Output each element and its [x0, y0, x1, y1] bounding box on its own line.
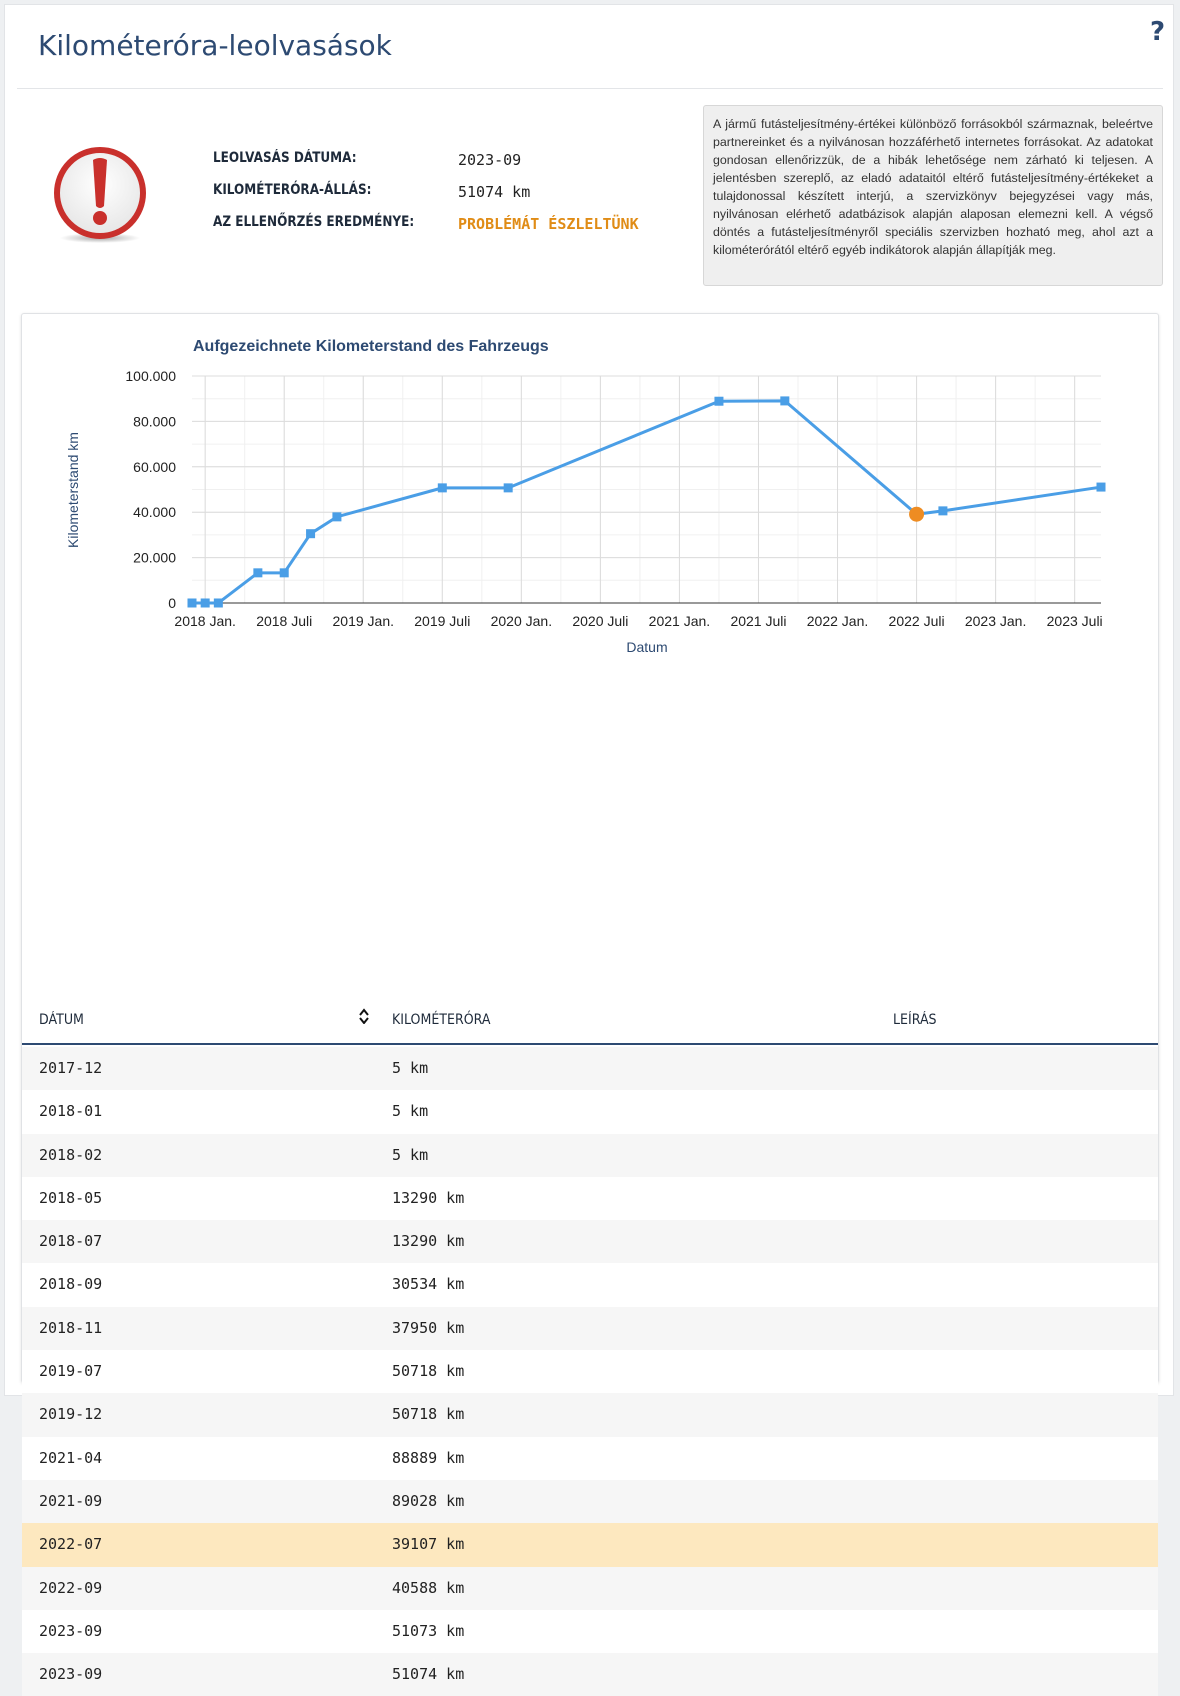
date-cell: 2023-09	[39, 1665, 103, 1684]
y-tick-label: 20.000	[133, 549, 176, 566]
odometer-cell: 13290 km	[392, 1232, 465, 1251]
date-cell: 2018-05	[39, 1188, 103, 1207]
table-row	[22, 1567, 1158, 1610]
odometer-cell: 5 km	[392, 1145, 429, 1164]
x-tick-label: 2018 Juli	[256, 613, 313, 629]
table-row	[22, 1177, 1158, 1220]
summary-label: AZ ELLENŐRZÉS EREDMÉNYE:	[213, 214, 415, 230]
column-header-description: LEÍRÁS	[893, 1012, 937, 1028]
date-cell: 2018-11	[39, 1318, 103, 1337]
date-cell: 2018-02	[39, 1145, 103, 1164]
table-row	[22, 1610, 1158, 1653]
y-tick-label: 80.000	[133, 413, 176, 430]
date-cell: 2021-04	[39, 1448, 103, 1467]
table-row	[22, 1653, 1158, 1696]
table-row	[22, 1263, 1158, 1306]
date-cell: 2017-12	[39, 1059, 103, 1077]
x-tick-label: 2018 Jan.	[174, 613, 236, 629]
column-header-date[interactable]: DÁTUM	[39, 1012, 84, 1028]
table-row	[22, 1350, 1158, 1393]
check-result-value: PROBLÉMÁT ÉSZLELTÜNK	[458, 215, 639, 233]
data-point	[438, 483, 447, 492]
x-tick-label: 2023 Juli	[1046, 613, 1103, 629]
summary-label: KILOMÉTERÓRA-ÁLLÁS:	[213, 182, 372, 198]
x-tick-label: 2022 Jan.	[806, 613, 869, 629]
y-axis-title: Kilometerstand km	[65, 432, 81, 548]
x-tick-label: 2019 Juli	[414, 613, 471, 629]
x-tick-label: 2023 Jan.	[964, 613, 1027, 629]
header-divider	[17, 88, 1163, 89]
date-cell: 2018-01	[39, 1102, 103, 1121]
x-tick-label: 2019 Jan.	[332, 613, 395, 629]
data-point	[306, 529, 315, 538]
summary-label: LEOLVASÁS DÁTUMA:	[213, 150, 357, 166]
date-cell: 2022-09	[39, 1578, 103, 1597]
data-point	[780, 396, 789, 405]
table-row	[22, 1437, 1158, 1480]
date-cell: 2018-09	[39, 1275, 103, 1294]
data-point	[332, 512, 341, 521]
x-axis-title: Datum	[626, 639, 668, 655]
odometer-cell: 5 km	[392, 1102, 429, 1121]
data-point	[201, 598, 210, 607]
date-cell: 2021-09	[39, 1491, 103, 1510]
odometer-chart	[22, 314, 1158, 674]
odometer-cell: 40588 km	[392, 1578, 465, 1597]
series-line	[192, 401, 1101, 603]
odometer-cell: 37950 km	[392, 1318, 465, 1337]
page-title: Kilométeróra-leolvasások	[38, 29, 392, 62]
table-row	[22, 1090, 1158, 1133]
odometer-cell: 13290 km	[392, 1188, 465, 1207]
date-cell: 2019-12	[39, 1405, 103, 1424]
y-tick-label: 100.000	[125, 368, 176, 384]
table-body	[22, 1047, 1158, 1696]
odometer-cell: 51073 km	[392, 1621, 465, 1640]
table-row	[22, 1220, 1158, 1263]
data-point	[714, 397, 723, 406]
odometer-cell: 88889 km	[392, 1448, 465, 1467]
table-row	[22, 1134, 1158, 1177]
data-point	[214, 598, 223, 607]
x-tick-label: 2022 Juli	[888, 613, 945, 629]
table-row	[22, 1480, 1158, 1523]
data-point	[938, 506, 947, 515]
odometer-cell: 5 km	[392, 1059, 429, 1077]
chart-title: Aufgezeichnete Kilometerstand des Fahrzeugs	[193, 338, 549, 355]
table-row	[22, 1307, 1158, 1350]
odometer-value: 51074 km	[458, 183, 531, 201]
help-icon[interactable]: ?	[1150, 17, 1166, 47]
date-cell: 2023-09	[39, 1621, 103, 1640]
data-point	[253, 568, 262, 577]
data-point	[280, 568, 289, 577]
exclamation-warning-icon	[50, 144, 150, 244]
y-tick-label: 60.000	[133, 458, 176, 475]
odometer-card	[21, 313, 1159, 1684]
odometer-cell: 89028 km	[392, 1491, 465, 1510]
column-header-odometer: KILOMÉTERÓRA	[392, 1012, 491, 1028]
table-row	[22, 1047, 1158, 1090]
y-tick-label: 0	[168, 595, 176, 611]
sort-updown-icon[interactable]	[358, 1008, 370, 1024]
date-cell: 2018-07	[39, 1232, 103, 1251]
data-point	[188, 598, 197, 607]
date-cell: 2022-07	[39, 1535, 103, 1554]
y-tick-label: 40.000	[133, 504, 176, 521]
odometer-cell: 50718 km	[392, 1405, 465, 1424]
reading-date-value: 2023-09	[458, 151, 522, 169]
table-header	[22, 996, 1158, 1045]
data-point	[1097, 483, 1106, 492]
info-notice: A jármű futásteljesítmény-értékei különböző forrásokból származnak, beleértve partnereinket és a nyilvánosan hozzáférhető internetes forrásokat. Az adatokat gondosan ellenőrizzük, de a hibák lehetősége nem zárható ki teljesen. A jelentésben szereplő, az eladó adataitól eltérő futásteljesítmény-értékeket a tulajdonossal készített interjú, a szervizkönyv bejegyzései vagy más, nyilvánosan elérhető adatbázisok alapján alaposan elemezni kell. A végső döntés a futásteljesítményről speciális szervizben hozható meg, ahol azt a kilométerórától eltérő egyéb indikátorok alapján állapítják meg.	[703, 105, 1163, 286]
odometer-cell: 30534 km	[392, 1275, 465, 1294]
x-tick-label: 2021 Jan.	[648, 613, 711, 629]
data-point	[504, 483, 513, 492]
x-tick-label: 2020 Jan.	[490, 613, 553, 629]
odometer-cell: 50718 km	[392, 1362, 465, 1381]
flagged-point	[909, 507, 924, 522]
table-row	[22, 1393, 1158, 1436]
odometer-cell: 39107 km	[392, 1535, 465, 1554]
date-cell: 2019-07	[39, 1362, 103, 1381]
table-row	[22, 1523, 1158, 1566]
x-tick-label: 2021 Juli	[730, 613, 787, 629]
odometer-cell: 51074 km	[392, 1665, 465, 1684]
x-tick-label: 2020 Juli	[572, 613, 629, 629]
